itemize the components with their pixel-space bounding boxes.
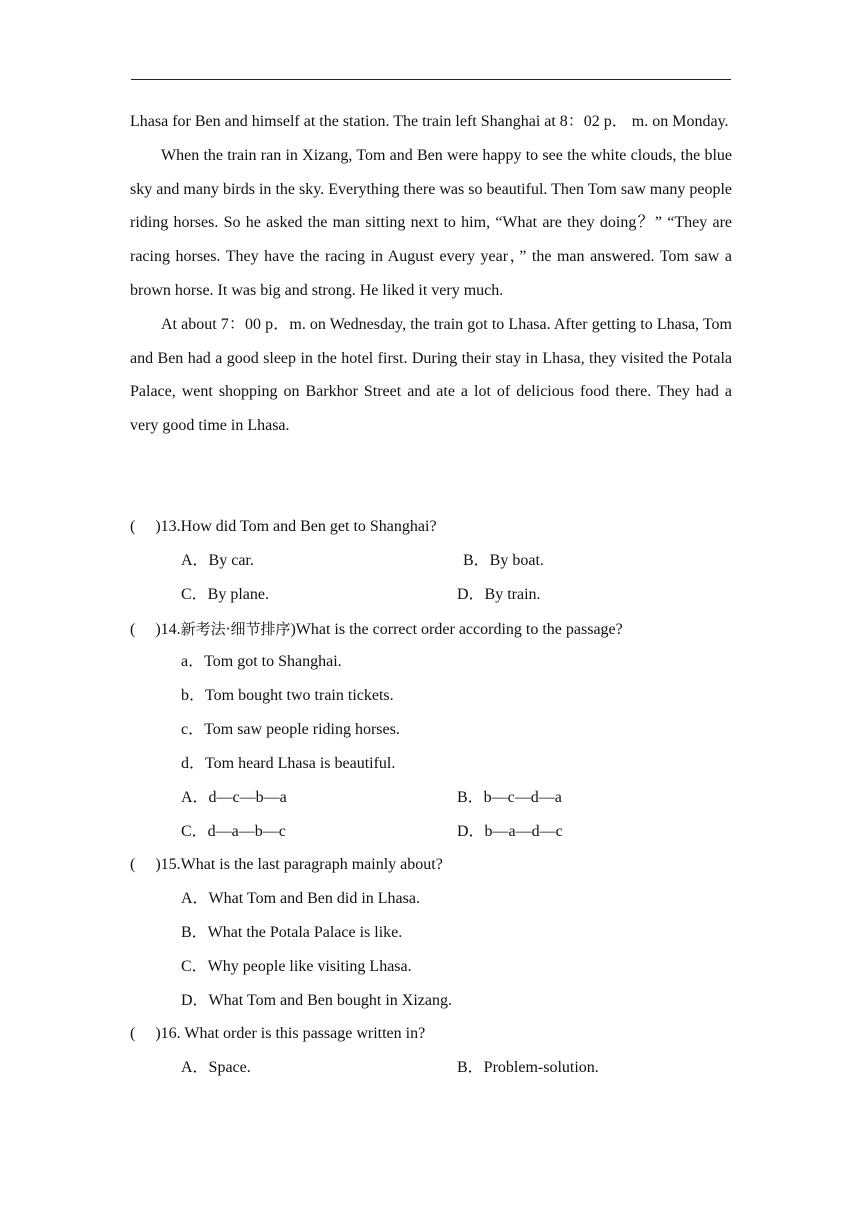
q14-tag: 新考法·细节排序 bbox=[180, 620, 291, 638]
q15-option-c: C．Why people like visiting Lhasa. bbox=[181, 958, 412, 975]
question-13: ( )13.How did Tom and Ben get to Shanghai? bbox=[130, 518, 437, 535]
q13-option-d: D．By train. bbox=[457, 586, 541, 603]
q14-text: )What is the correct order according to the passage? bbox=[290, 621, 623, 638]
q14-option-d: D．b—a—d—c bbox=[457, 823, 563, 840]
q15-option-a: A．What Tom and Ben did in Lhasa. bbox=[181, 890, 420, 907]
q14-option-a: A．d—c—b—a bbox=[181, 789, 287, 806]
q16-option-b: B．Problem-solution. bbox=[457, 1059, 599, 1076]
question-14 bbox=[130, 619, 623, 640]
question-16: ( )16. What order is this passage written in? bbox=[130, 1025, 426, 1042]
q14-event-c: c．Tom saw people riding horses. bbox=[181, 721, 400, 738]
q14-event-a: a．Tom got to Shanghai. bbox=[181, 653, 342, 670]
paragraph-2: When the train ran in Xizang, Tom and Ben were happy to see the white clouds, the blue sky and many birds in the sky. Everything there was so beautiful. Then Tom saw many people riding horses. So he asked the man sitting next to him, “What are they doing？” “They are racing horses. They have the racing in August every year，” the man answered. Tom saw a brown horse. It was big and strong. He liked it very much. bbox=[130, 146, 732, 299]
q13-option-c: C．By plane. bbox=[181, 586, 269, 603]
paragraph-3: At about 7：00 p．m. on Wednesday, the train got to Lhasa. After getting to Lhasa, Tom and Ben had a good sleep in the hotel first. During their stay in Lhasa, they visited the Potala Palace, went shopping on Barkhor Street and ate a lot of delicious food there. They had a very good time in Lhasa. bbox=[130, 315, 732, 435]
header-rule bbox=[131, 79, 731, 80]
paragraph-1: Lhasa for Ben and himself at the station. The train left Shanghai at 8：02 p． m. on Monday. bbox=[130, 113, 729, 130]
question-15: ( )15.What is the last paragraph mainly about? bbox=[130, 856, 443, 873]
q14-number: ( )14. bbox=[130, 621, 181, 638]
q15-option-d: D．What Tom and Ben bought in Xizang. bbox=[181, 992, 452, 1009]
q14-option-b: B．b—c—d—a bbox=[457, 789, 562, 806]
passage bbox=[130, 105, 732, 443]
q13-option-a: A．By car. bbox=[181, 552, 254, 569]
q14-event-d: d．Tom heard Lhasa is beautiful. bbox=[181, 755, 396, 772]
q13-option-b: B．By boat. bbox=[463, 552, 544, 569]
q15-option-b: B．What the Potala Palace is like. bbox=[181, 924, 403, 941]
q14-event-b: b．Tom bought two train tickets. bbox=[181, 687, 394, 704]
q16-option-a: A．Space. bbox=[181, 1059, 251, 1076]
q14-option-c: C．d—a—b—c bbox=[181, 823, 286, 840]
